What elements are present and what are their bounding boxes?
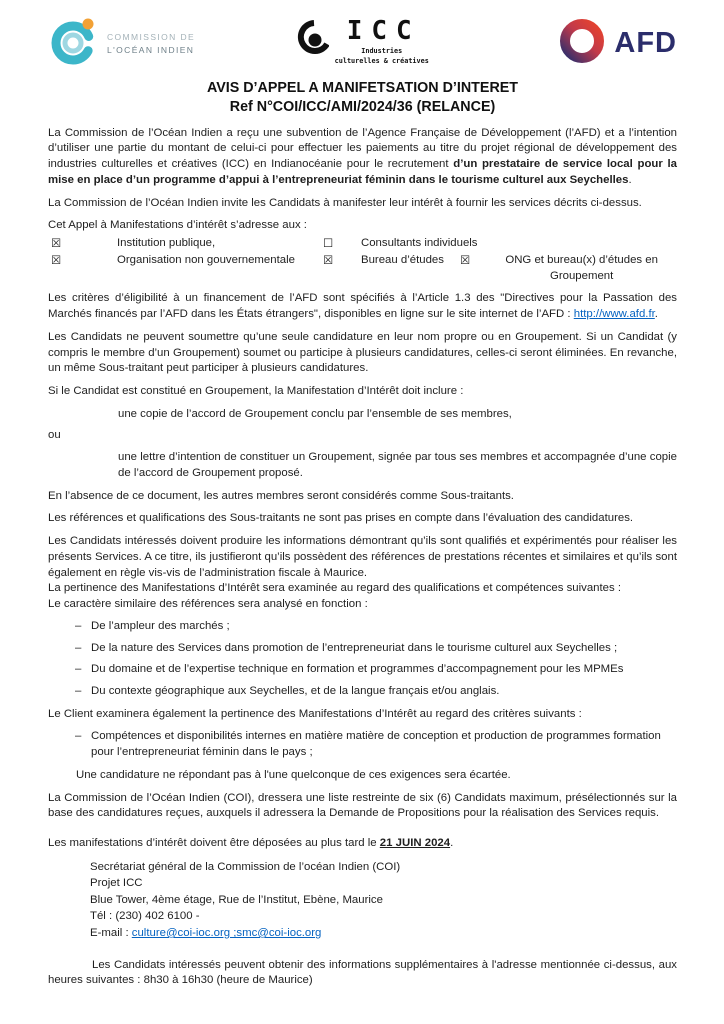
paragraph-groupement-intro: Si le Candidat est constitué en Groupement, la Manifestation d’Intérêt doit inclure : — [48, 385, 464, 397]
criteria-text-2: De la nature des Services dans promotion de l’entrepreneuriat dans le tourisme culturel aux Seychelles ; — [91, 641, 618, 654]
address-secretariat: Secrétariat général de la Commission de l’océan Indien (COI) — [90, 860, 401, 873]
afd-acronym: AFD — [614, 27, 677, 60]
paragraph-exigences: Une candidature ne répondant pas à l'une quelconque de ces exigences sera écartée. — [76, 768, 511, 781]
p1-period: . — [628, 173, 632, 186]
paragraph-subvention — [48, 126, 677, 189]
checkbox-consultants-individuels: ☐ — [323, 236, 334, 250]
email-links[interactable]: culture@coi-ioc.org ;smc@coi-ioc.org — [131, 927, 322, 940]
dash-bullet-icon: – — [75, 619, 82, 632]
criteria-item — [48, 641, 677, 657]
deadline-period: . — [450, 837, 454, 850]
icc-logo — [295, 18, 429, 70]
afd-logo — [558, 17, 677, 71]
dash-bullet-icon: – — [75, 641, 82, 654]
icc-tagline-line2: culturelles & créatives — [334, 57, 429, 66]
criteria-list — [48, 619, 677, 700]
criteria-item — [48, 619, 677, 635]
icc-logo-icon — [295, 18, 329, 70]
title-line1: AVIS D’APPEL A MANIFETSATION D’INTERET — [206, 80, 519, 96]
dash-bullet-icon: – — [75, 730, 82, 743]
paragraph-candidature-unique: Les Candidats ne peuvent soumettre qu’une seule candidature en leur nom propre ou en Groupement. Si un Candidat (y compris le membre d’un Groupement) soumet ou participe à plusieurs candidatures, celles-ci seront éliminées. En revanche, un même Sous-traitant peut participer à plusieurs candidatures. — [48, 330, 677, 375]
label-ong-groupement — [486, 253, 677, 284]
paragraph-deadline — [48, 836, 677, 852]
p1-normal-run: La Commission de l’Océan Indien a reçu une subvention de l’Agence Française de Développement (l’AFD) et a l’intention d’utiliser une partie du montant de celui-ci pour effectuer les paiements au titre du projet régional de développement des industries culturelles et créatives (ICC) en Indianocéanie pour le recrutement — [48, 126, 677, 171]
label-ong-line2: Groupement — [549, 269, 614, 282]
label-consultants-individuels: Consultants individuels — [361, 237, 478, 249]
icc-logo-text — [335, 18, 429, 66]
paragraph-references-sous-traitants: Les références et qualifications des Sous-traitants ne sont pas prises en compte dans l’évaluation des candidatures. — [48, 512, 634, 525]
paragraph-invitation: La Commission de l’Océan Indien invite les Candidats à manifester leur intérêt à fournir les services décrits ci-dessus. — [48, 196, 642, 209]
criteria-text-3: Du domaine et de l’expertise technique en formation et programmes d’accompagnement pour les MPMEs — [91, 663, 624, 676]
coi-logo-icon — [48, 15, 100, 73]
criteria-text-4: Du contexte géographique aux Seychelles, et de la langue français et/ou anglais. — [91, 685, 500, 698]
checkbox-organisation-non-gouvernementale: ☒ — [51, 252, 62, 267]
deadline-text: Les manifestations d’intérêt doivent être déposées au plus tard le — [48, 837, 380, 850]
label-bureau-detudes: Bureau d’études — [361, 253, 444, 266]
criteria2-text-1: Compétences et disponibilités internes en matière matière de conception et production de programmes formation pour l’entrepreneuriat féminin dans le pays ; — [91, 730, 661, 759]
email-label: E-mail : — [90, 927, 132, 940]
address-projet: Projet ICC — [90, 877, 143, 890]
paragraph-pertinence — [48, 581, 677, 612]
criteria-item — [48, 684, 677, 700]
criteria-item — [48, 729, 677, 760]
p3-period: . — [654, 308, 658, 321]
label-organisation-non-gouvernementale: Organisation non gouvernementale — [117, 253, 295, 266]
icc-tagline-line1: Industries — [361, 47, 403, 56]
criteria-list-2 — [48, 729, 677, 760]
afd-logo-icon — [558, 17, 606, 71]
groupement-option-2: une lettre d’intention de constituer un Groupement, signée par tous ses membres et accompagnée d’une copie de l’accord de Groupement proposé. — [118, 451, 677, 479]
coi-logo — [48, 15, 195, 73]
paragraph-liste-restreinte: La Commission de l’Océan Indien (COI), dressera une liste restreinte de six (6) Candidats maximum, présélectionnés sur la base des candidatures reçues, auxquels il adressera la Demande de Propositions pour la réalisation des Services requis. — [48, 791, 677, 820]
document-title — [48, 79, 677, 118]
dash-bullet-icon: – — [75, 685, 82, 698]
dash-bullet-icon: – — [75, 663, 82, 676]
checkbox-ong-groupement: ☒ — [459, 252, 471, 267]
groupement-option-1: une copie de l’accord de Groupement conclu par l’ensemble de ses membres, — [118, 407, 512, 420]
pertinence-line1: La pertinence des Manifestations d’Intérêt sera examinée au regard des qualifications et compétences suivantes : — [48, 582, 622, 595]
paragraph-client-examinera: Le Client examinera également la pertinence des Manifestations d’Intérêt au regard des critères suivants : — [48, 707, 582, 720]
paragraph-qualifications: Les Candidats intéressés doivent produire les informations démontrant qu’ils sont qualifiés et expérimentés pour réaliser les présents Services. A ce titre, ils justifieront qu’ils possèdent des références de prestations récentes et similaires et qu’ils sont également en règle vis-vis de l’administration fiscale à Maurice. — [48, 535, 677, 579]
afd-website-link[interactable]: http://www.afd.fr — [573, 308, 655, 321]
p3-normal-run: Les critères d’éligibilité à un financement de l’AFD sont spécifiés à l’Article 1.3 des "Directives pour la Passation des Marchés financés par l’AFD dans les États étrangers", disponibles en ligne sur le site internet de l’AFD : — [48, 292, 677, 321]
audience-intro: Cet Appel à Manifestations d’intérêt s’adresse aux : — [48, 219, 307, 232]
header-logo-row — [48, 13, 677, 75]
address-phone: Tél : (230) 402 6100 - — [90, 910, 200, 923]
coi-logo-name — [107, 31, 195, 57]
icc-tagline — [335, 46, 429, 66]
label-institution-publique: Institution publique, — [117, 237, 216, 249]
checkbox-institution-publique: ☒ — [51, 236, 62, 250]
p1-bold-run: d’un prestataire de service local pour la mise en place d’un programme d’appui à l’entrepreneuriat féminin dans le tourisme culturel aux Seychelles — [48, 158, 677, 186]
paragraph-eligibilite — [48, 291, 677, 322]
criteria-item — [48, 662, 677, 678]
deadline-date: 21 JUIN 2024 — [379, 837, 451, 850]
groupement-or: ou — [48, 429, 61, 442]
checkbox-bureau-detudes: ☒ — [323, 252, 334, 267]
audience-row-2 — [48, 253, 677, 284]
paragraph-absence-document: En l’absence de ce document, les autres membres seront considérés comme Sous-traitants. — [48, 489, 514, 502]
icc-acronym: ICC — [346, 16, 421, 47]
pertinence-line2: Le caractère similaire des références sera analysé en fonction : — [48, 598, 368, 611]
label-ong-line1: ONG et bureau(x) d’études en — [505, 253, 658, 266]
contact-address-block — [90, 859, 677, 942]
coi-name-line1: COMMISSION DE — [107, 32, 196, 43]
criteria-text-1: De l’ampleur des marchés ; — [91, 619, 230, 632]
paragraph-informations-supplementaires: Les Candidats intéressés peuvent obtenir des informations supplémentaires à l'adresse mentionnée ci-dessus, aux heures suivantes : 8h30 à 16h30 (heure de Maurice) — [48, 958, 677, 987]
address-email-line — [90, 925, 677, 942]
audience-row-1 — [48, 236, 677, 252]
address-street: Blue Tower, 4ème étage, Rue de l’Institut, Ebène, Maurice — [90, 893, 383, 906]
audience-checkbox-block — [48, 236, 677, 284]
title-line2: Ref N°COI/ICC/AMI/2024/36 (RELANCE) — [229, 99, 496, 116]
coi-name-line2: L'OCÉAN INDIEN — [107, 44, 195, 55]
